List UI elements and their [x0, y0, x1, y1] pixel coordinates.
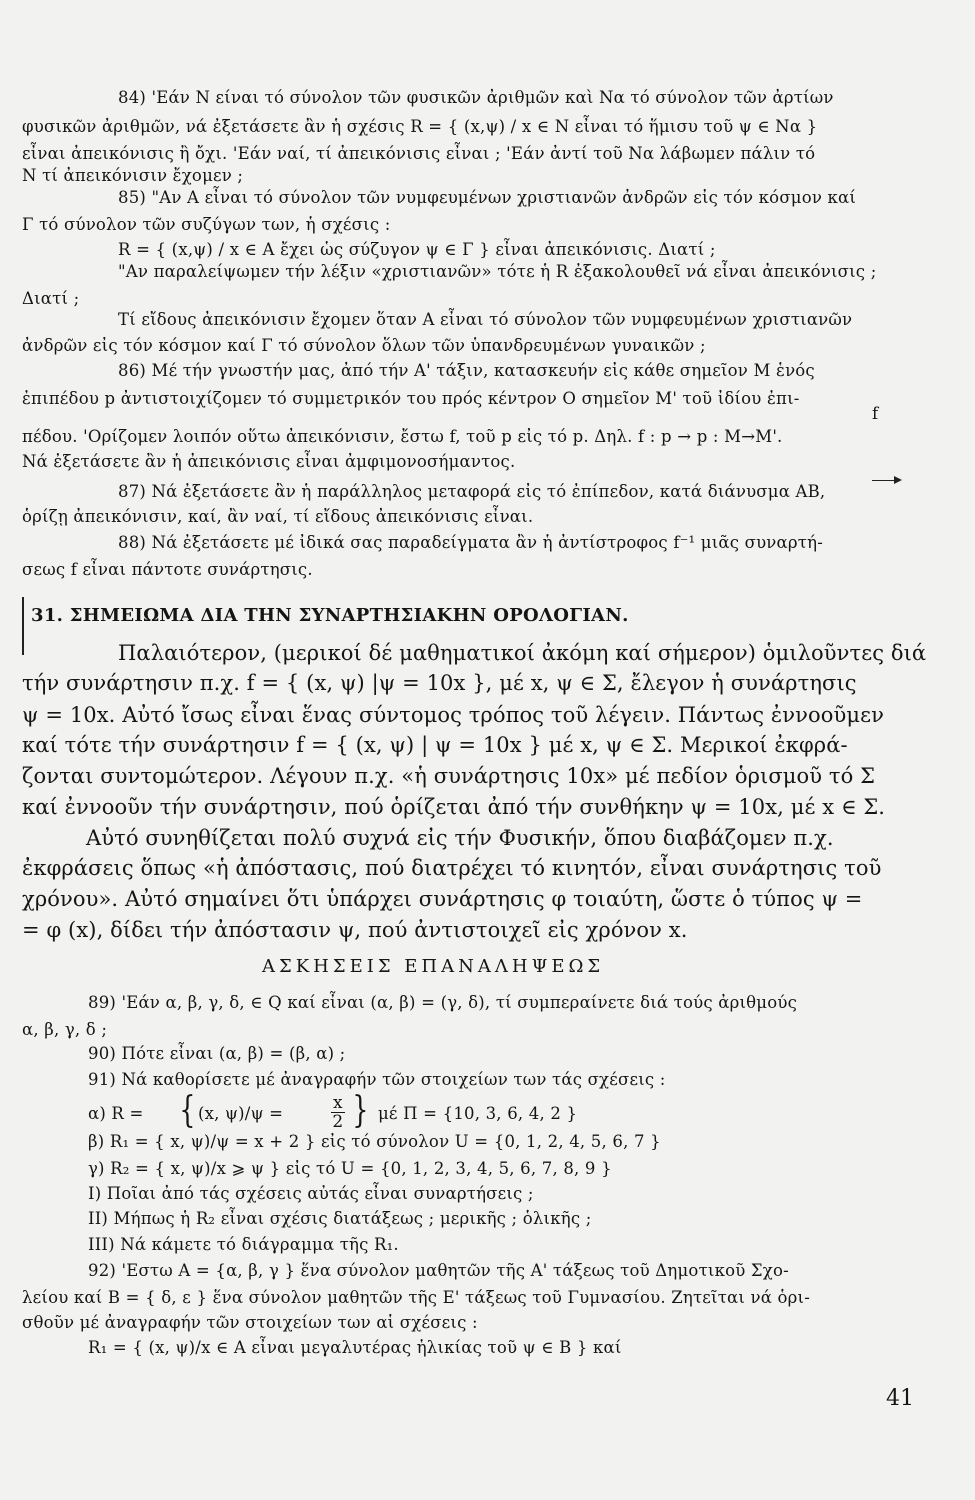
section-bracket	[22, 597, 24, 655]
eq91a-denominator: 2	[332, 1112, 344, 1132]
text-line: II) Μήπως ἡ R₂ εἶναι σχέσις διατάξεως ; μερικῆς ; ὁλικῆς ;	[88, 1209, 592, 1228]
text-line: καί τότε τήν συνάρτησιν f = { (x, ψ) | ψ = 10x } μέ x, ψ ∈ Σ. Μερικοί ἐκφρά-	[22, 733, 848, 757]
text-line: 85) "Αν Α εἶναι τό σύνολον τῶν νυμφευμένων χριστιανῶν ἀνδρῶν εἰς τόν κόσμον καί	[118, 188, 857, 207]
text-line: Παλαιότερον, (μερικοί δέ μαθηματικοί ἀκόμη καί σήμερον) ὁμιλοῦντες διά	[118, 641, 927, 665]
right-brace-icon: }	[352, 1090, 369, 1131]
text-line: ὁρίζῃ ἀπεικόνισιν, καί, ἂν ναί, τί εἴδους ἀπεικόνισις εἶναι.	[22, 507, 534, 526]
text-line: Τί εἴδους ἀπεικόνισιν ἔχομεν ὅταν Α εἶναι τό σύνολον τῶν νυμφευμένων χριστιανῶν	[118, 310, 853, 329]
eq91a-label: α) R =	[88, 1104, 144, 1123]
text-line: σθοῦν μέ ἀναγραφήν τῶν στοιχείων των αἱ σχέσεις :	[22, 1313, 478, 1332]
text-line: Νά ἐξετάσετε ἂν ἡ ἀπεικόνισις εἶναι ἀμφιμονοσήμαντος.	[22, 452, 516, 471]
text-line: 88) Νά ἐξετάσετε μέ ἰδικά σας παραδείγματα ἂν ἡ ἀντίστροφος f⁻¹ μιᾶς συναρτή-	[118, 533, 823, 552]
text-line: 89) 'Εάν α, β, γ, δ, ∈ Q καί εἶναι (α, β) = (γ, δ), τί συμπεραίνετε διά τούς ἀριθμούς	[88, 993, 798, 1012]
eq91a-numerator: x	[333, 1093, 343, 1113]
eq91a-fraction	[331, 1094, 345, 1131]
text-line: εἶναι ἀπεικόνισις ἢ ὄχι. 'Εάν ναί, τί ἀπεικόνισις εἶναι ; 'Εάν ἀντί τοῦ Nα λάβωμεν πάλιν τό	[22, 144, 816, 163]
text-line: φυσικῶν ἀριθμῶν, νά ἐξετάσετε ἂν ἡ σχέσις R = { (x,ψ) / x ∈ N εἶναι τό ἥμισυ τοῦ ψ ∈ Nα }	[22, 117, 818, 136]
vector-arrow-icon	[872, 480, 900, 481]
text-line: ζονται συντομώτερον. Λέγουν π.χ. «ἡ συνάρτησις 10x» μέ πεδίον ὁρισμοῦ τό Σ	[22, 764, 876, 788]
text-line: ψ = 10x. Αὐτό ἴσως εἶναι ἕνας σύντομος τρόπος τοῦ λέγειν. Πάντως ἐννοοῦμεν	[22, 703, 884, 727]
text-line: ΑΣΚΗΣΕΙΣ ΕΠΑΝΑΛΗΨΕΩΣ	[262, 956, 605, 977]
text-line: Διατί ;	[22, 289, 80, 308]
text-line: σεως f εἶναι πάντοτε συνάρτησις.	[22, 560, 313, 579]
text-line: 31. ΣΗΜΕΙΩΜΑ ΔΙΑ ΤΗΝ ΣΥΝΑΡΤΗΣΙΑΚΗΝ ΟΡΟΛΟΓΙΑΝ.	[31, 605, 629, 626]
text-line: α, β, γ, δ ;	[22, 1020, 108, 1039]
text-line: 92) 'Εστω Α = {α, β, γ } ἕνα σύνολον μαθητῶν τῆς Α' τάξεως τοῦ Δημοτικοῦ Σχο-	[88, 1261, 789, 1280]
text-line: 90) Πότε εἶναι (α, β) = (β, α) ;	[88, 1044, 346, 1063]
text-line: "Αν παραλείψωμεν τήν λέξιν «χριστιανῶν» τότε ἡ R ἐξακολουθεῖ νά εἶναι ἀπεικόνισις ;	[118, 262, 877, 281]
text-line: 91) Νά καθορίσετε μέ ἀναγραφήν τῶν στοιχείων των τάς σχέσεις :	[88, 1070, 666, 1089]
text-line: 87) Νά ἐξετάσετε ἂν ἡ παράλληλος μεταφορά εἰς τό ἐπίπεδον, κατά διάνυσμα AB,	[118, 482, 826, 501]
text-line: τήν συνάρτησιν π.χ. f = { (x, ψ) |ψ = 10x }, μέ x, ψ ∈ Σ, ἔλεγον ἡ συνάρτησις	[22, 671, 857, 695]
text-line: πέδου. 'Ορίζομεν λοιπόν οὕτω ἀπεικόνισιν, ἔστω f, τοῦ p εἰς τό p. Δηλ. f : p → p : M→M'.	[22, 427, 783, 446]
left-brace-icon: {	[179, 1090, 196, 1131]
text-line: Γ τό σύνολον τῶν συζύγων των, ἡ σχέσις :	[22, 215, 391, 234]
text-line: καί ἐννοοῦν τήν συνάρτησιν, πού ὁρίζεται ἀπό τήν συνθήκην ψ = 10x, μέ x ∈ Σ.	[22, 795, 886, 819]
margin-f-label: f	[872, 404, 879, 423]
eq91a-tail: μέ Π = {10, 3, 6, 4, 2 }	[378, 1104, 578, 1123]
text-line: III) Νά κάμετε τό διάγραμμα τῆς R₁.	[88, 1235, 399, 1254]
page-number: 41	[886, 1386, 914, 1411]
text-line: Αὐτό συνηθίζεται πολύ συχνά εἰς τήν Φυσικήν, ὅπου διαβάζομεν π.χ.	[86, 826, 834, 850]
text-line: 84) 'Εάν Ν είναι τό σύνολον τῶν φυσικῶν ἀριθμῶν καὶ Nα τό σύνολον τῶν ἀρτίων	[118, 88, 834, 107]
text-line: N τί ἀπεικόνισιν ἔχομεν ;	[22, 166, 244, 185]
text-line: 86) Μέ τήν γνωστήν μας, ἀπό τήν Α' τάξιν, κατασκευήν εἰς κάθε σημεῖον Μ ἑνός	[118, 361, 815, 380]
eq91a-inner: (x, ψ)/ψ =	[198, 1104, 284, 1123]
text-line: R = { (x,ψ) / x ∈ A ἔχει ὡς σύζυγον ψ ∈ Γ } εἶναι ἀπεικόνισις. Διατί ;	[118, 240, 716, 259]
text-line: I) Ποῖαι ἀπό τάς σχέσεις αὐτάς εἶναι συναρτήσεις ;	[88, 1184, 534, 1203]
text-line: = φ (x), δίδει τήν ἀπόστασιν ψ, πού ἀντιστοιχεῖ εἰς χρόνον x.	[22, 918, 688, 942]
text-line: ἀνδρῶν εἰς τόν κόσμον καί Γ τό σύνολον ὅλων τῶν ὑπανδρευμένων γυναικῶν ;	[22, 336, 706, 355]
text-line: ἐπιπέδου p ἀντιστοιχίζομεν τό συμμετρικόν του πρός κέντρον Ο σημεῖον Μ' τοῦ ἰδίου ἐπι-	[22, 389, 800, 408]
text-line: R₁ = { (x, ψ)/x ∈ A εἶναι μεγαλυτέρας ἡλικίας τοῦ ψ ∈ B } καί	[88, 1338, 622, 1357]
text-line: χρόνου». Αὐτό σημαίνει ὅτι ὑπάρχει συνάρτησις φ τοιαύτη, ὥστε ὁ τύπος ψ =	[22, 887, 863, 911]
text-line: λείου καί Β = { δ, ε } ἕνα σύνολον μαθητῶν τῆς Ε' τάξεως τοῦ Γυμνασίου. Ζητεῖται νά ὁρι-	[22, 1288, 810, 1307]
text-line: γ) R₂ = { x, ψ)/x ⩾ ψ } εἰς τό U = {0, 1, 2, 3, 4, 5, 6, 7, 8, 9 }	[88, 1159, 612, 1178]
text-line: ἐκφράσεις ὅπως «ἡ ἀπόστασις, πού διατρέχει τό κινητόν, εἶναι συνάρτησις τοῦ	[22, 856, 882, 880]
text-line: β) R₁ = { x, ψ)/ψ = x + 2 } εἰς τό σύνολον U = {0, 1, 2, 4, 5, 6, 7 }	[88, 1132, 661, 1151]
